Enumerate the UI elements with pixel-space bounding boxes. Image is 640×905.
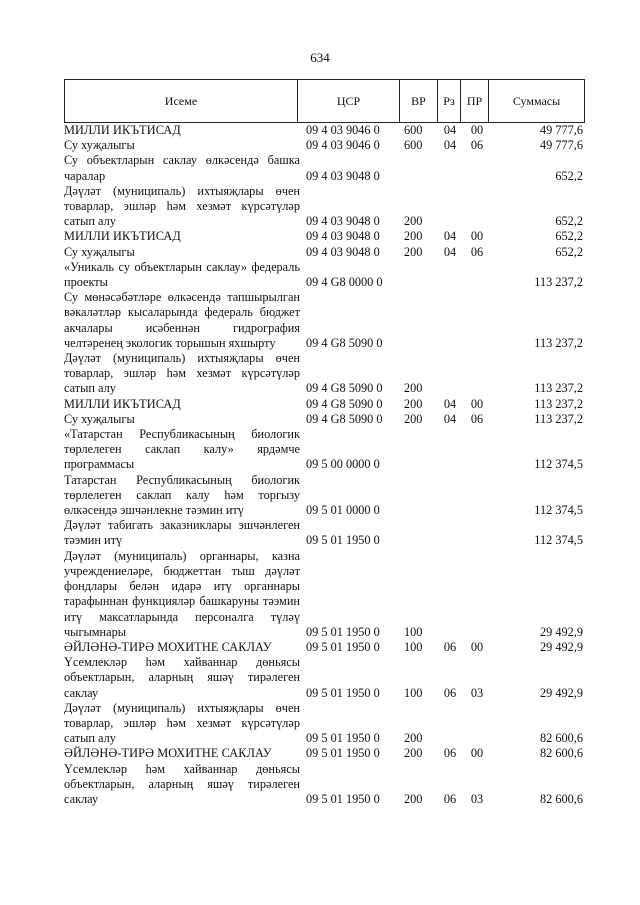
row-name: Татарстан Республикасының биологик төрлелеген саклап калу һәм торгызу өлкәсендә эшчәнлекне тәэмин итү — [64, 472, 300, 518]
row-rz — [438, 351, 462, 397]
row-csr: 09 5 01 1950 0 — [306, 639, 380, 654]
row-rz — [438, 473, 462, 519]
row-csr: 09 4 G8 0000 0 — [306, 275, 383, 290]
row-name: Дәүләт (муниципаль) ихтыяҗлары өчен товарлар, эшләр һәм хезмәт күрсәтүләр сатып алу — [64, 351, 300, 396]
row-pr: 03 — [470, 685, 484, 700]
row-name: Үсемлекләр һәм хайваннар дөньясы объектларын, аларның яшәү тирәлеген саклау — [64, 761, 300, 806]
page-number: 634 — [310, 50, 330, 65]
row-sum: 652,2 — [555, 214, 583, 229]
row-sum: 113 237,2 — [534, 381, 583, 396]
row-csr: 09 5 01 0000 0 — [306, 503, 380, 518]
row-rz: 04 — [443, 138, 457, 153]
header-rz: Рз — [438, 80, 461, 122]
row-rz — [438, 427, 462, 473]
row-name: Су хуҗалыгы — [64, 138, 135, 153]
row-name: Дәүләт табигать заказниклары эшчәнлеген тәэмин итү — [64, 518, 300, 548]
row-name: МИЛЛИ ИКЪТИСАД — [64, 123, 181, 137]
row-csr: 09 5 01 1950 0 — [306, 533, 380, 548]
row-csr: 09 5 01 1950 0 — [306, 791, 380, 806]
table-row — [64, 245, 585, 260]
table-row — [64, 290, 585, 351]
table-row — [64, 762, 585, 808]
table-body — [64, 123, 585, 807]
row-rz — [438, 549, 462, 640]
row-sum: 49 777,6 — [539, 138, 583, 153]
table-row — [64, 184, 585, 230]
row-sum: 112 374,5 — [534, 503, 583, 518]
row-rz: 06 — [443, 685, 457, 700]
row-csr: 09 4 G8 5090 0 — [306, 335, 383, 350]
row-vr: 600 — [404, 138, 423, 153]
row-name: Су хуҗалыгы — [64, 244, 135, 259]
row-csr: 09 4 03 9048 0 — [306, 229, 380, 244]
row-sum: 82 600,6 — [539, 731, 583, 746]
row-sum: 82 600,6 — [539, 746, 583, 761]
header-pr: ПР — [461, 80, 489, 122]
row-pr — [462, 427, 492, 473]
table-row — [64, 473, 585, 519]
row-csr: 09 5 00 0000 0 — [306, 457, 380, 472]
row-csr: 09 4 G8 5090 0 — [306, 381, 383, 396]
row-vr: 200 — [404, 214, 423, 229]
row-vr — [402, 518, 438, 548]
row-vr — [402, 427, 438, 473]
row-vr: 200 — [404, 791, 423, 806]
table-row — [64, 260, 585, 290]
row-vr: 200 — [404, 244, 423, 259]
row-csr: 09 5 01 1950 0 — [306, 731, 380, 746]
row-pr: 00 — [470, 746, 484, 761]
table-row — [64, 412, 585, 427]
row-name: МИЛЛИ ИКЪТИСАД — [64, 229, 181, 244]
row-pr: 03 — [470, 791, 484, 806]
table-row — [64, 655, 585, 701]
row-sum: 113 237,2 — [534, 396, 583, 411]
row-csr: 09 4 03 9046 0 — [306, 138, 380, 153]
row-vr — [402, 473, 438, 519]
row-vr: 200 — [404, 746, 423, 761]
row-pr — [462, 473, 492, 519]
row-sum: 29 492,9 — [539, 685, 583, 700]
row-csr: 09 4 G8 5090 0 — [306, 411, 383, 426]
table-header — [64, 79, 585, 123]
row-vr: 200 — [404, 396, 423, 411]
row-vr — [402, 153, 438, 183]
row-sum: 49 777,6 — [539, 123, 583, 137]
row-vr: 200 — [404, 731, 423, 746]
row-name: Су хуҗалыгы — [64, 411, 135, 426]
table-row — [64, 351, 585, 397]
row-vr: 200 — [404, 229, 423, 244]
row-csr: 09 5 01 1950 0 — [306, 624, 380, 639]
table-row — [64, 123, 585, 138]
row-rz — [438, 260, 462, 290]
row-csr: 09 4 03 9046 0 — [306, 123, 380, 137]
table-row — [64, 153, 585, 183]
table-row — [64, 427, 585, 473]
row-pr: 00 — [470, 229, 484, 244]
row-name: «Уникаль су объектларын саклау» федераль проекты — [64, 259, 300, 290]
row-pr — [462, 518, 492, 548]
row-pr — [462, 184, 492, 230]
row-rz: 04 — [443, 244, 457, 259]
row-pr — [462, 290, 492, 351]
row-sum: 113 237,2 — [534, 335, 583, 350]
row-rz: 04 — [443, 411, 457, 426]
row-name: Үсемлекләр һәм хайваннар дөньясы объектларын, аларның яшәү тирәлеген саклау — [64, 655, 300, 700]
row-sum: 652,2 — [555, 244, 583, 259]
row-sum: 82 600,6 — [539, 791, 583, 806]
row-pr: 06 — [470, 411, 484, 426]
header-name: Исеме — [65, 80, 298, 122]
row-rz — [438, 518, 462, 548]
row-vr: 200 — [404, 411, 423, 426]
row-pr: 00 — [470, 396, 484, 411]
row-vr: 100 — [404, 685, 423, 700]
row-csr: 09 4 03 9048 0 — [306, 168, 380, 183]
row-sum: 113 237,2 — [534, 275, 583, 290]
row-vr: 100 — [404, 639, 423, 654]
row-name: МИЛЛИ ИКЪТИСАД — [64, 396, 181, 411]
table-row — [64, 229, 585, 244]
header-vr: ВР — [400, 80, 438, 122]
row-name: ӘЙЛӘНӘ-ТИРӘ МОХИТНЕ САКЛАУ — [64, 639, 272, 654]
row-rz — [438, 184, 462, 230]
row-name: Дәүләт (муниципаль) органнары, казна учреждениеләре, бюджеттан тыш дәүләт фондлары белән идарә итү органнары тарафыннан функцияләр башкаруны тәэмин итү максатларында персоналга түләү чыгымнары — [64, 548, 300, 639]
row-pr — [462, 701, 492, 747]
row-rz — [438, 290, 462, 351]
row-pr — [462, 260, 492, 290]
row-pr: 06 — [470, 244, 484, 259]
row-sum: 112 374,5 — [534, 533, 583, 548]
row-rz: 06 — [443, 791, 457, 806]
row-sum: 652,2 — [555, 229, 583, 244]
row-csr: 09 5 01 1950 0 — [306, 746, 380, 761]
table-row — [64, 397, 585, 412]
row-pr — [462, 153, 492, 183]
table-row — [64, 746, 585, 761]
row-vr — [402, 260, 438, 290]
row-vr — [402, 290, 438, 351]
row-name: Дәүләт (муниципаль) ихтыяҗлары өчен товарлар, эшләр һәм хезмәт күрсәтүләр сатып алу — [64, 700, 300, 746]
row-csr: 09 4 03 9048 0 — [306, 214, 380, 229]
row-csr: 09 4 G8 5090 0 — [306, 396, 383, 411]
row-vr: 200 — [404, 381, 423, 396]
table-row — [64, 138, 585, 153]
row-name: ӘЙЛӘНӘ-ТИРӘ МОХИТНЕ САКЛАУ — [64, 746, 272, 761]
row-pr: 06 — [470, 138, 484, 153]
row-sum: 112 374,5 — [534, 457, 583, 472]
row-name: Дәүләт (муниципаль) ихтыяҗлары өчен товарлар, эшләр һәм хезмәт күрсәтүләр сатып алу — [64, 183, 300, 229]
row-rz — [438, 153, 462, 183]
row-name: Су мөнәсәбәтләре өлкәсендә тапшырылган вәкаләтләр кысаларында федераль бюджет акчалары исәбеннән гидрография челтәренең экологик торышын яхшырту — [64, 290, 300, 350]
row-rz: 04 — [443, 229, 457, 244]
row-pr — [462, 549, 492, 640]
table-row — [64, 701, 585, 747]
row-sum: 652,2 — [555, 168, 583, 183]
row-vr: 600 — [404, 123, 423, 137]
table-row — [64, 640, 585, 655]
row-rz: 04 — [443, 123, 457, 137]
row-vr: 100 — [404, 624, 423, 639]
header-csr: ЦСР — [298, 80, 400, 122]
row-rz — [438, 701, 462, 747]
row-csr: 09 5 01 1950 0 — [306, 685, 380, 700]
row-pr: 00 — [470, 123, 484, 137]
header-sum: Суммасы — [512, 93, 561, 108]
row-rz: 06 — [443, 639, 457, 654]
row-name: «Татарстан Республикасының биологик төрлелеген саклап калу» ярдәмче программасы — [64, 427, 300, 472]
table-row — [64, 549, 585, 640]
row-sum: 29 492,9 — [539, 624, 583, 639]
row-name: Су объектларын саклау өлкәсендә башка чаралар — [64, 153, 300, 183]
row-sum: 29 492,9 — [539, 639, 583, 654]
row-rz: 04 — [443, 396, 457, 411]
row-csr: 09 4 03 9048 0 — [306, 244, 380, 259]
row-rz: 06 — [443, 746, 457, 761]
row-pr: 00 — [470, 639, 484, 654]
row-sum: 113 237,2 — [534, 411, 583, 426]
row-pr — [462, 351, 492, 397]
table-row — [64, 518, 585, 548]
